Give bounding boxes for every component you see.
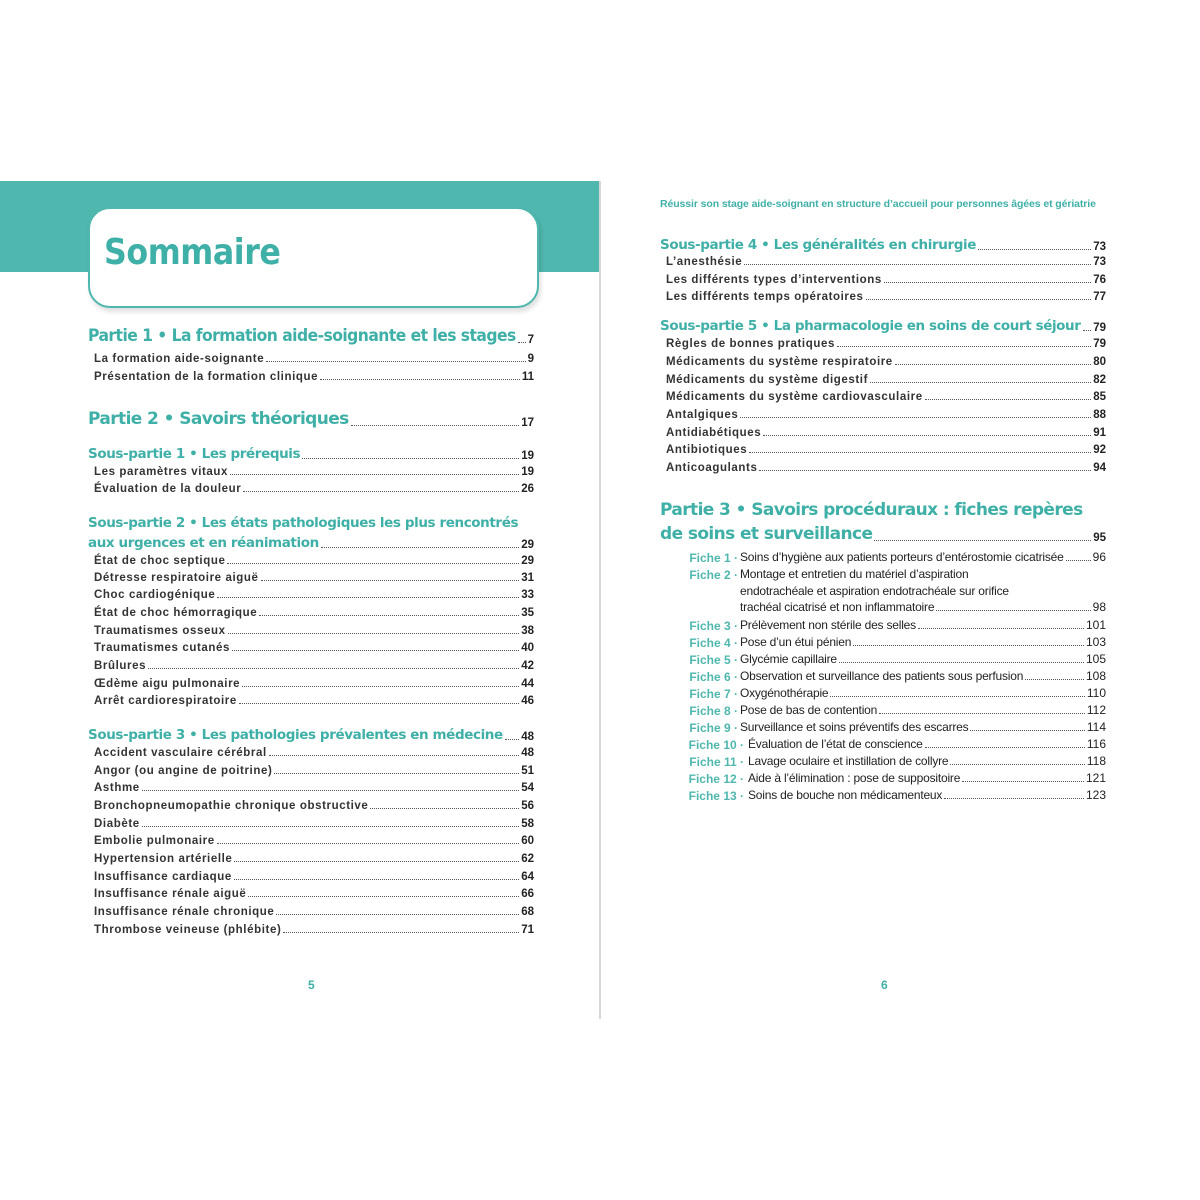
toc-subpart-2[interactable]: aux urgences et en réanimation 29 [88,535,534,551]
toc-item[interactable]: Insuffisance rénale chronique 68 [94,906,534,918]
fiche-number: Fiche 10 · [688,738,744,752]
toc-item[interactable]: La formation aide-soignante 9 [94,353,534,365]
toc-part-3-line1[interactable]: Partie 3 • Savoirs procéduraux : fiches repères [660,500,1083,520]
fiche-entry[interactable]: Soins de bouche non médicamenteux 123 [748,788,1106,802]
fiche-entry[interactable]: trachéal cicatrisé et non inflammatoire 98 [740,600,1106,614]
fiche-entry[interactable]: Pose de bas de contention 112 [740,703,1106,717]
fiche-entry[interactable]: Surveillance et soins préventifs des escarres 114 [740,720,1106,734]
toc-item[interactable]: Insuffisance rénale aiguë 66 [94,888,534,900]
fiche-entry[interactable]: Glycémie capillaire 105 [740,652,1106,666]
toc-subpart-5[interactable]: Sous-partie 5 • La pharmacologie en soins de court séjour 79 [660,318,1106,334]
toc-item[interactable]: Les différents types d’interventions 76 [666,274,1106,286]
fiche-entry[interactable]: Observation et surveillance des patients sous perfusion 108 [740,669,1106,683]
fiche-entry[interactable]: Aide à l’élimination : pose de suppositoire 121 [748,771,1106,785]
toc-subpart-4[interactable]: Sous-partie 4 • Les généralités en chirurgie 73 [660,237,1106,253]
fiche-entry[interactable]: Évaluation de l’état de conscience 116 [748,737,1106,751]
page-number-left: 5 [308,978,315,992]
toc-item[interactable]: Choc cardiogénique 33 [94,589,534,601]
fiche-number: Fiche 13 · [688,789,744,803]
toc-part-2[interactable]: Partie 2 • Savoirs théoriques 17 [88,409,534,429]
fiche-entry[interactable]: Oxygénothérapie 110 [740,686,1106,700]
fiche-number: Fiche 4 · [689,636,738,650]
toc-item[interactable]: Bronchopneumopathie chronique obstructive 56 [94,800,534,812]
toc-subpart-1[interactable]: Sous-partie 1 • Les prérequis 19 [88,446,534,462]
fiche-number: Fiche 12 · [688,772,744,786]
toc-item[interactable]: Angor (ou angine de poitrine) 51 [94,765,534,777]
fiche-number: Fiche 11 · [689,755,744,769]
toc-item[interactable]: Les paramètres vitaux 19 [94,466,534,478]
book-spine [599,181,601,1019]
toc-item[interactable]: État de choc hémorragique 35 [94,607,534,619]
toc-part-1[interactable]: Partie 1 • La formation aide-soignante et les stages 7 [88,326,534,346]
fiche-number: Fiche 2 · [689,568,738,582]
toc-part-3[interactable]: de soins et surveillance 95 [660,524,1106,544]
toc-item[interactable]: Accident vasculaire cérébral 48 [94,747,534,759]
fiche-number: Fiche 8 · [689,704,738,718]
fiche-entry[interactable]: Prélèvement non stérile des selles 101 [740,618,1106,632]
toc-item[interactable]: Asthme 54 [94,782,534,794]
toc-item[interactable]: Hypertension artérielle 62 [94,853,534,865]
toc-item[interactable]: Diabète 58 [94,818,534,830]
fiche-number: Fiche 7 · [689,687,738,701]
toc-item[interactable]: Traumatismes cutanés 40 [94,642,534,654]
toc-item[interactable]: Présentation de la formation clinique 11 [94,371,534,383]
fiche-entry[interactable]: Pose d’un étui pénien 103 [740,635,1106,649]
toc-item[interactable]: Insuffisance cardiaque 64 [94,871,534,883]
fiche-number: Fiche 3 · [689,619,738,633]
fiche-text-line[interactable]: Montage et entretien du matériel d’aspiration [740,567,969,581]
toc-item[interactable]: Traumatismes osseux 38 [94,625,534,637]
toc-item[interactable]: Médicaments du système respiratoire 80 [666,356,1106,368]
fiche-number: Fiche 6 · [689,670,738,684]
toc-item[interactable]: L’anesthésie 73 [666,256,1106,268]
page-title: Sommaire [104,232,281,273]
toc-item[interactable]: Anticoagulants 94 [666,462,1106,474]
page-number-right: 6 [881,978,888,992]
toc-item[interactable]: Règles de bonnes pratiques 79 [666,338,1106,350]
fiche-entry[interactable]: Soins d’hygiène aux patients porteurs d’entérostomie cicatrisée 96 [740,550,1106,564]
fiche-number: Fiche 1 · [689,551,738,565]
fiche-text-line[interactable]: endotrachéale et aspiration endotrachéale sur orifice [740,584,1009,598]
fiche-number: Fiche 9 · [689,721,738,735]
toc-item[interactable]: Antidiabétiques 91 [666,427,1106,439]
toc-item[interactable]: Détresse respiratoire aiguë 31 [94,572,534,584]
fiche-number: Fiche 5 · [689,653,738,667]
toc-item[interactable]: Arrêt cardiorespiratoire 46 [94,695,534,707]
toc-item[interactable]: Antibiotiques 92 [666,444,1106,456]
toc-item[interactable]: Évaluation de la douleur 26 [94,483,534,495]
toc-item[interactable]: État de choc septique 29 [94,555,534,567]
toc-item[interactable]: Embolie pulmonaire 60 [94,835,534,847]
fiche-entry[interactable]: Lavage oculaire et instillation de collyre 118 [748,754,1106,768]
toc-item[interactable]: Thrombose veineuse (phlébite) 71 [94,924,534,936]
toc-item[interactable]: Médicaments du système digestif 82 [666,374,1106,386]
running-header: Réussir son stage aide-soignant en structure d’accueil pour personnes âgées et gériatrie [660,198,1096,210]
toc-item[interactable]: Médicaments du système cardiovasculaire 85 [666,391,1106,403]
toc-item[interactable]: Œdème aigu pulmonaire 44 [94,678,534,690]
toc-item[interactable]: Brûlures 42 [94,660,534,672]
toc-item[interactable]: Antalgiques 88 [666,409,1106,421]
toc-item[interactable]: Les différents temps opératoires 77 [666,291,1106,303]
toc-subpart-2-line1[interactable]: Sous-partie 2 • Les états pathologiques les plus rencontrés [88,515,519,531]
toc-subpart-3[interactable]: Sous-partie 3 • Les pathologies prévalentes en médecine 48 [88,727,534,743]
